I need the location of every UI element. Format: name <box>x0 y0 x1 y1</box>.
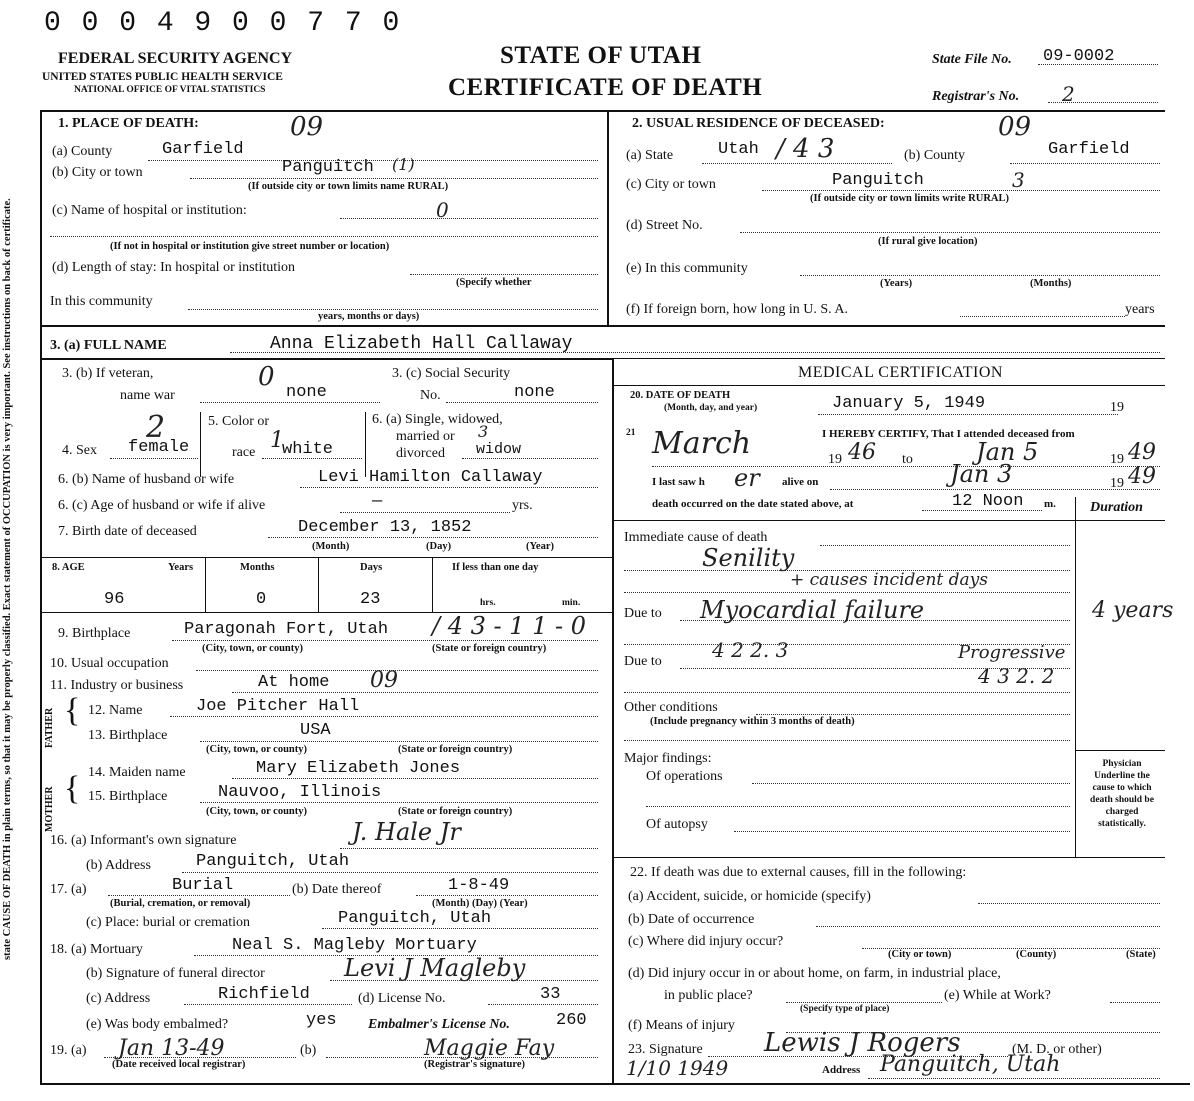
immediate-value: Senility <box>702 544 795 572</box>
age-years-col: Years <box>168 562 194 573</box>
res-months-note: (Months) <box>1030 278 1072 289</box>
last-saw-date: Jan 3 <box>950 460 1013 488</box>
burial-value: Burial <box>172 876 234 895</box>
place-code: 09 <box>290 112 324 142</box>
res-state-value: Utah <box>718 140 759 159</box>
birthplace-value: Paragonah Fort, Utah <box>184 620 389 639</box>
age-years-value: 96 <box>104 590 125 609</box>
county-value: Garfield <box>162 140 244 159</box>
birthplace-label: 9. Birthplace <box>58 626 131 641</box>
license-value: 33 <box>540 985 561 1004</box>
other-conditions-label: Other conditions <box>624 700 718 715</box>
mother-vertical-label: MOTHER <box>44 786 55 832</box>
age-days-value: 23 <box>360 590 381 609</box>
res-years-suffix: years <box>1125 302 1155 317</box>
signature-date: 1/10 1949 <box>626 1056 729 1080</box>
mother-brace: { <box>64 770 81 807</box>
full-name-label: 3. (a) FULL NAME <box>50 338 167 353</box>
county-label: (a) County <box>52 144 113 159</box>
death-year-suffix: 19 <box>1110 400 1124 415</box>
service-name: UNITED STATES PUBLIC HEALTH SERVICE <box>42 71 283 83</box>
veteran-value: none <box>286 383 327 402</box>
office-name: NATIONAL OFFICE OF VITAL STATISTICS <box>74 85 266 95</box>
marital-label-1: 6. (a) Single, widowed, <box>372 412 503 427</box>
res-city-note: (If outside city or town limits write RURAL) <box>810 193 1009 204</box>
res-years-note: (Years) <box>880 278 913 289</box>
contributory-note: + causes incident days <box>790 570 988 590</box>
margin-instructions: state CAUSE OF DEATH in plain terms, so that it may be properly classified. Exact statement of OCCUPATION is very important. See instructions on back of certificate. <box>2 198 13 960</box>
industry-label: 11. Industry or business <box>50 678 184 693</box>
occurrence-date-label: (b) Date of occurrence <box>628 912 755 927</box>
registrar-date-label: 19. (a) <box>50 1043 87 1058</box>
where-county-note: (County) <box>1016 949 1057 960</box>
registrar-value: 2 <box>1062 82 1075 106</box>
state-file-value: 09-0002 <box>1043 47 1115 66</box>
alive-label: alive on <box>782 476 819 488</box>
age-days-col: Days <box>360 562 383 573</box>
means-label: (f) Means of injury <box>628 1018 735 1033</box>
mortuary-label: 18. (a) Mortuary <box>50 942 143 957</box>
occurred-label: death occurred on the date stated above, at <box>652 498 854 510</box>
state-title: STATE OF UTAH <box>500 42 702 69</box>
community-label: In this community <box>50 294 153 309</box>
birth-value: December 13, 1852 <box>298 518 472 537</box>
registrar-b-label: (b) <box>300 1043 317 1058</box>
due1-code: 4 2 2. 3 <box>712 638 789 662</box>
at-work-label: (e) While at Work? <box>944 988 1051 1003</box>
veteran-mark: 0 <box>258 362 275 392</box>
birth-label: 7. Birth date of deceased <box>58 524 197 539</box>
mother-name-label: 14. Maiden name <box>88 765 186 780</box>
accident-label: (a) Accident, suicide, or homicide (specify) <box>628 889 871 904</box>
m-suffix: m. <box>1044 498 1056 510</box>
certify-text: I HEREBY CERTIFY, That I attended deceased from <box>822 428 1075 440</box>
ss-label: 3. (c) Social Security <box>392 366 511 381</box>
registrar-sig-note: (Registrar's signature) <box>424 1059 525 1070</box>
burial-note: (Burial, cremation, or removal) <box>110 898 251 909</box>
agency-name: FEDERAL SECURITY AGENCY <box>58 50 293 67</box>
death-date-value: January 5, 1949 <box>832 394 986 413</box>
res-city-code: 3 <box>1012 168 1025 192</box>
due2-value: Progressive <box>958 642 1066 663</box>
mother-name-value: Mary Elizabeth Jones <box>256 759 461 778</box>
res-city-value: Panguitch <box>832 171 924 190</box>
burial-date-label: (b) Date thereof <box>292 882 382 897</box>
embalmed-label: (e) Was body embalmed? <box>86 1017 229 1032</box>
operations-label: Of operations <box>646 769 723 784</box>
burial-label: 17. (a) <box>50 882 87 897</box>
external-heading: 22. If death was due to external causes, fill in the following: <box>630 865 967 880</box>
res-state-label: (a) State <box>626 148 674 163</box>
death-date-note: (Month, day, and year) <box>664 403 758 413</box>
res-foreign-label: (f) If foreign born, how long in U. S. A. <box>626 302 849 317</box>
res-county-value: Garfield <box>1048 140 1130 159</box>
stay-note: (Specify whether <box>456 277 532 288</box>
embalmed-value: yes <box>306 1011 337 1030</box>
registrar-signature: Maggie Fay <box>424 1036 555 1061</box>
father-brace: { <box>64 692 81 729</box>
due2-label: Due to <box>624 654 662 669</box>
father-state-note: (State or foreign country) <box>398 744 513 755</box>
res-state-code: / 4 3 <box>776 134 835 164</box>
color-label: 5. Color or <box>208 414 270 429</box>
sex-label: 4. Sex <box>62 443 97 458</box>
to-nineteen: 19 <box>1110 452 1124 467</box>
min-label: min. <box>562 598 581 608</box>
last-saw-mark: er <box>734 464 760 492</box>
serial-number: 0 0 0 4 9 0 0 7 7 0 <box>44 8 402 39</box>
mother-bp-label: 15. Birthplace <box>88 789 168 804</box>
race-label: race <box>232 445 256 460</box>
father-vertical-label: FATHER <box>44 707 55 748</box>
physician-instruction: Physician Underline the cause to which death should be charged statistically. <box>1090 759 1154 829</box>
mother-state-note: (State or foreign country) <box>398 806 513 817</box>
res-city-label: (c) City or town <box>626 177 716 192</box>
state-file-label: State File No. <box>932 52 1012 67</box>
due1-duration: 4 years <box>1092 598 1174 623</box>
veteran-label: 3. (b) If veteran, <box>62 366 154 381</box>
director-label: (b) Signature of funeral director <box>86 966 265 981</box>
due1-value: Myocardial failure <box>700 596 925 624</box>
last-saw-year: 49 <box>1128 464 1156 489</box>
item-21: 21 <box>626 428 636 438</box>
where-label: (c) Where did injury occur? <box>628 934 784 949</box>
attended-from-month: March <box>652 426 752 461</box>
burial-place-value: Panguitch, Utah <box>338 909 492 928</box>
sig-address-label: Address <box>822 1064 861 1076</box>
marital-value: widow <box>476 441 522 458</box>
age-months-col: Months <box>240 562 275 573</box>
major-findings-label: Major findings: <box>624 751 712 766</box>
hospital-mark: 0 <box>436 198 449 222</box>
ss-no-label: No. <box>420 388 441 403</box>
certificate-title: CERTIFICATE OF DEATH <box>448 74 763 101</box>
death-time: 12 Noon <box>952 492 1024 511</box>
from-nineteen: 19 <box>828 452 842 467</box>
informant-address-value: Panguitch, Utah <box>196 852 350 871</box>
race-value: white <box>282 440 334 459</box>
full-name-value: Anna Elizabeth Hall Callaway <box>270 334 573 354</box>
birth-year-note: (Year) <box>526 541 554 552</box>
license-label: (d) License No. <box>358 991 446 1006</box>
home-label: (d) Did injury occur in or about home, on farm, in industrial place, <box>628 966 1001 981</box>
mother-bp-value: Nauvoo, Illinois <box>218 783 382 802</box>
birthplace-code: / 4 3 - 1 1 - 0 <box>432 612 587 640</box>
residence-code: 09 <box>998 112 1032 142</box>
industry-code: 09 <box>370 668 398 693</box>
duration-label: Duration <box>1090 500 1143 515</box>
informant-address-label: (b) Address <box>86 858 151 873</box>
yrs-label: yrs. <box>512 498 533 513</box>
residence-heading: 2. USUAL RESIDENCE OF DECEASED: <box>632 116 885 131</box>
embalmer-label: Embalmer's License No. <box>368 1017 510 1032</box>
spouse-label: 6. (b) Name of husband or wife <box>58 472 235 487</box>
registrar-label: Registrar's No. <box>932 89 1020 104</box>
due1-label: Due to <box>624 606 662 621</box>
name-war-label: name war <box>120 388 175 403</box>
color-code: 1 <box>270 428 284 453</box>
from-year: 46 <box>848 440 876 465</box>
bp-city-note: (City, town, or county) <box>202 643 304 654</box>
marital-code: 3 <box>478 422 489 441</box>
last-saw-label: I last saw h <box>652 476 705 488</box>
public-place-label: in public place? <box>664 988 753 1003</box>
city-value: Panguitch <box>282 158 374 177</box>
father-name-label: 12. Name <box>88 703 143 718</box>
bp-state-note: (State or foreign country) <box>432 643 547 654</box>
sig-address-value: Panguitch, Utah <box>880 1052 1061 1077</box>
physician-signature: Lewis J Rogers <box>764 1028 961 1058</box>
embalmer-value: 260 <box>556 1011 587 1030</box>
city-label: (b) City or town <box>52 165 143 180</box>
where-state-note: (State) <box>1126 949 1156 960</box>
marital-label-3: divorced <box>396 446 445 461</box>
hospital-label: (c) Name of hospital or institution: <box>52 203 247 218</box>
due2-code: 4 3 2. 2 <box>978 664 1055 688</box>
burial-date-value: 1-8-49 <box>448 876 510 895</box>
to-label: to <box>902 452 913 467</box>
mortuary-value: Neal S. Magleby Mortuary <box>232 936 477 955</box>
to-year: 49 <box>1128 440 1156 465</box>
stay-label: (d) Length of stay: In hospital or institution <box>52 260 296 275</box>
mother-city-note: (City, town, or county) <box>206 806 308 817</box>
city-note: (If outside city or town limits name RURAL) <box>248 181 449 192</box>
autopsy-label: Of autopsy <box>646 817 708 832</box>
community-note: years, months or days) <box>318 311 420 322</box>
informant-label: 16. (a) Informant's own signature <box>50 833 237 848</box>
where-city-note: (City or town) <box>888 949 952 960</box>
age-label: 8. AGE <box>52 562 85 573</box>
spouse-age-label: 6. (c) Age of husband or wife if alive <box>58 498 266 513</box>
age-lessday-col: If less than one day <box>452 562 539 573</box>
ss-value: none <box>514 383 555 402</box>
res-street-label: (d) Street No. <box>626 218 703 233</box>
res-county-label: (b) County <box>904 148 966 163</box>
res-street-note: (If rural give location) <box>878 236 978 247</box>
marital-label-2: married or <box>396 429 455 444</box>
informant-signature: J. Hale Jr <box>352 818 461 846</box>
md-label: (M. D. or other) <box>1012 1042 1102 1057</box>
sex-value: female <box>128 438 190 457</box>
industry-value: At home <box>258 673 330 692</box>
medical-heading: MEDICAL CERTIFICATION <box>798 364 1003 381</box>
immediate-label: Immediate cause of death <box>624 530 768 545</box>
burial-date-note: (Month) (Day) (Year) <box>432 898 528 909</box>
to-date: Jan 5 <box>976 438 1039 466</box>
other-conditions-note: (Include pregnancy within 3 months of death) <box>650 716 855 727</box>
burial-place-label: (c) Place: burial or cremation <box>86 915 251 930</box>
spouse-value: Levi Hamilton Callaway <box>318 468 543 487</box>
registrar-date-value: Jan 13-49 <box>118 1036 225 1061</box>
father-name-value: Joe Pitcher Hall <box>196 697 360 716</box>
father-bp-label: 13. Birthplace <box>88 728 168 743</box>
age-months-value: 0 <box>256 590 267 609</box>
hospital-note: (If not in hospital or institution give street number or location) <box>110 241 390 252</box>
last-saw-nineteen: 19 <box>1110 476 1124 491</box>
place-of-death-heading: 1. PLACE OF DEATH: <box>58 116 199 131</box>
signature-label: 23. Signature <box>628 1042 703 1057</box>
hrs-label: hrs. <box>480 598 496 608</box>
date-received-note: (Date received local registrar) <box>112 1059 246 1070</box>
birth-day-note: (Day) <box>426 541 452 552</box>
birth-month-note: (Month) <box>312 541 350 552</box>
spouse-age-value: — <box>372 492 383 511</box>
mort-address-label: (c) Address <box>86 991 151 1006</box>
occupation-label: 10. Usual occupation <box>50 656 169 671</box>
father-bp-value: USA <box>300 721 331 740</box>
death-date-label: 20. DATE OF DEATH <box>630 390 731 401</box>
sex-code: 2 <box>146 410 166 445</box>
mort-address-value: Richfield <box>218 985 310 1004</box>
specify-place-note: (Specify type of place) <box>800 1004 890 1014</box>
res-community-label: (e) In this community <box>626 261 748 276</box>
father-city-note: (City, town, or county) <box>206 744 308 755</box>
director-signature: Levi J Magleby <box>344 954 526 982</box>
city-code: (1) <box>392 155 415 174</box>
